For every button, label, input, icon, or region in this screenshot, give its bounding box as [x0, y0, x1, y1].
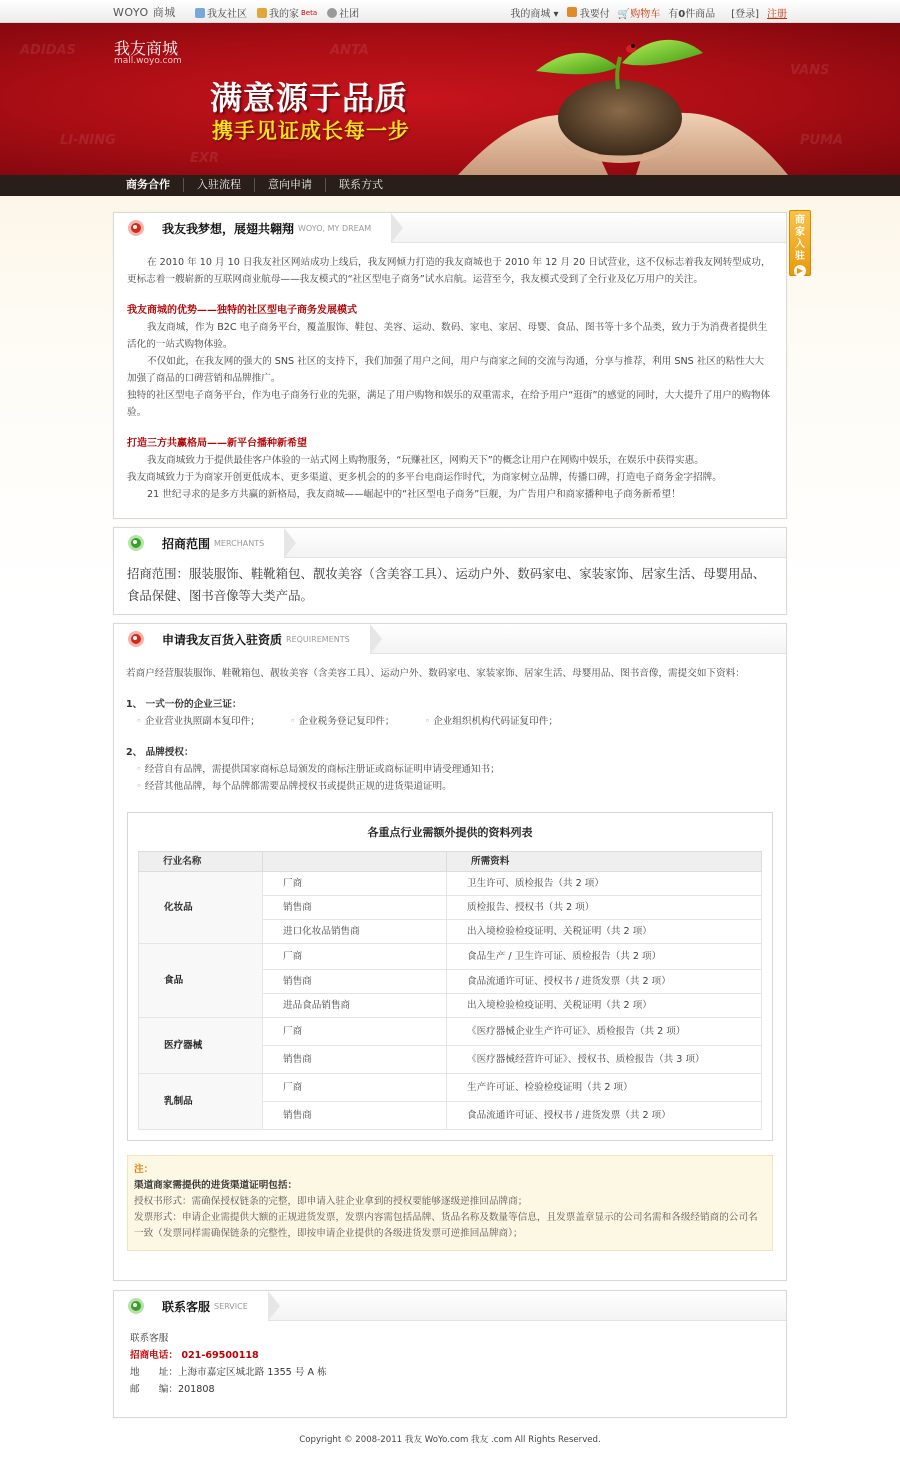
table-cell: 生产许可证、检验检疫证明（共 2 项）	[447, 1074, 762, 1102]
top-bar	[0, 0, 900, 23]
merchant-scope-text: 招商范围：服装服饰、鞋靴箱包、靓妆美容（含美容工具）、运动户外、数码家电、家装家饰、居家生活、母婴用品、食品保健、图书音像等大类产品。	[127, 566, 766, 603]
requirement-certificates	[126, 696, 774, 730]
table-cell: 出入境检验检疫证明、关税证明（共 2 项）	[447, 994, 762, 1018]
note-line-2: 发票形式：申请企业需提供大额的正规进货发票，发票内容需包括品牌、货品名称及数量等信息，且发票盖章显示的公司名需和各级经销商的公司名一致（发票同样需确保链条的完整性，即按申请企业提供的各级进货发票可逆推回品牌商）；	[134, 1212, 758, 1239]
nav-intent-application[interactable]: 意向申请	[254, 178, 325, 192]
woyo-logo-icon	[128, 631, 144, 647]
note-line-1: 授权书形式：需确保授权链条的完整，即申请入驻企业拿到的授权要能够逐级逆推回品牌商；	[134, 1196, 528, 1207]
table-cell: 食品流通许可证、授权书 / 进货发票（共 2 项）	[447, 970, 762, 994]
note-subheading: 渠道商家需提供的进货渠道证明包括：	[134, 1180, 298, 1191]
winwin-heading: 打造三方共赢格局——新平台播种新希望	[127, 438, 307, 449]
slogan-sub: 携手见证成长每一步	[212, 119, 410, 143]
contact-label: 联系客服	[130, 1333, 169, 1344]
business-phone: 招商电话： 021-69500118	[130, 1350, 259, 1361]
section-title: 联系客服	[162, 1299, 211, 1314]
panel-merchants	[113, 527, 787, 615]
table-cell: 《医疗器械企业生产许可证》、质检报告（共 2 项）	[447, 1018, 762, 1046]
table-category: 化妆品	[139, 872, 263, 944]
site-brand[interactable]: WOYO 商城	[113, 6, 176, 19]
winwin-paragraph-3: 21 世纪寻求的是多方共赢的新格局，我友商城——崛起中的“社区型电子商务”巨舰，为广告用户和商家播种电子商务新希望！	[147, 489, 681, 500]
arrow-right-icon: ▶	[794, 265, 806, 277]
section-subtitle: REQUIREMENTS	[286, 634, 350, 644]
panel-title-bar	[114, 1291, 786, 1321]
table-row	[139, 1074, 762, 1102]
club-icon	[327, 8, 337, 18]
hands-seedling-illustration	[458, 23, 788, 175]
requirement-heading-2: 2、 品牌授权：	[126, 747, 194, 758]
register-link[interactable]: 注册	[767, 9, 787, 20]
link-my-home[interactable]: 我的家 Beta	[257, 5, 317, 20]
community-links	[195, 5, 359, 20]
advantage-paragraph-3: 独特的社区型电子商务平台，作为电子商务行业的先驱，满足了用户购物和娱乐的双重需求，在给予用户“逛街”的感觉的同时，大大提升了用户的购物体验。	[127, 390, 771, 418]
advantage-paragraph-2: 不仅如此，在我友网的强大的 SNS 社区的支持下，我们加强了用户之间，用户与商家之间的交流与沟通，分享与推荐，利用 SNS 社区的粘性大大加强了商品的口碑营销和品牌推广。	[127, 356, 764, 384]
table-category: 乳制品	[139, 1074, 263, 1130]
section-title: 申请我友百货入驻资质	[162, 632, 283, 647]
dream-intro: 在 2010 年 10 月 10 日我友社区网站成功上线后，我友网倾力打造的我友商城也于 2010 年 12 月 20 日试营业，这不仅标志着我友网转型成功，更标志着一艘崭新的互联网商业航母——我友模式的“社区型电子商务”试水启航。运营至今，我友模式受到了全行业及亿万用户的关注。	[127, 257, 771, 285]
requirements-intro: 若商户经营服装服饰、鞋靴箱包、靓妆美容（含美容工具）、运动户外、数码家电、家装家饰、居家生活、母婴用品、图书音像，需提交如下资料：	[126, 668, 745, 679]
slogan-main: 满意源于品质	[210, 79, 409, 117]
table-cell: 进口化妆品销售商	[263, 920, 447, 944]
table-row	[139, 872, 762, 896]
pay-link[interactable]: 我要付	[567, 5, 610, 20]
table-cell: 卫生许可、质检报告（共 2 项）	[447, 872, 762, 896]
requirement-heading-1: 1、 一式一份的企业三证：	[126, 699, 242, 710]
nav-contact[interactable]: 联系方式	[325, 178, 396, 192]
list-item: ◦ 经营自有品牌，需提供国家商标总局颁发的商标注册证或商标证明申请受理通知书；	[126, 761, 774, 778]
home-icon	[257, 8, 267, 18]
main-nav	[0, 175, 900, 196]
login-link[interactable]: [登录]	[731, 9, 759, 20]
list-item: ◦ 企业组织机构代码证复印件；	[425, 713, 558, 730]
cart-count: 有0件商品	[668, 9, 716, 20]
note-heading: 注：	[134, 1164, 154, 1175]
table-cell: 销售商	[263, 970, 447, 994]
header-banner: ADIDAS LI-NING EXR ANTA VANS PUMA 我友商城 mall.woyo.com 满意源于品质 携手见证成长每一步	[0, 23, 900, 175]
woyo-logo-icon	[128, 535, 144, 551]
advantage-paragraph-1: 我友商城，作为 B2C 电子商务平台，覆盖服饰、鞋包、美容、运动、数码、家电、家居、母婴、食品、图书等十多个品类，致力于为消费者提供生活化的一站式购物体验。	[127, 322, 768, 350]
table-cell: 厂商	[263, 1074, 447, 1102]
list-item: ◦ 经营其他品牌，每个品牌都需要品牌授权书或提供正规的进货渠道证明。	[126, 778, 774, 795]
section-subtitle: SERVICE	[214, 1301, 248, 1311]
link-club[interactable]: 社团	[327, 5, 359, 20]
cart-icon: 🛒	[617, 9, 631, 20]
advantage-heading: 我友商城的优势——独特的社区型电子商务发展模式	[127, 305, 357, 316]
table-cell: 销售商	[263, 896, 447, 920]
table-category: 医疗器械	[139, 1018, 263, 1074]
table-cell: 《医疗器械经营许可证》、授权书、质检报告（共 3 项）	[447, 1046, 762, 1074]
table-cell: 销售商	[263, 1046, 447, 1074]
table-title: 各重点行业需额外提供的资料列表	[367, 826, 533, 839]
link-community[interactable]: 我友社区	[195, 5, 247, 20]
table-header-row	[139, 852, 762, 872]
table-cell: 进品食品销售商	[263, 994, 447, 1018]
table-cell: 厂商	[263, 944, 447, 970]
requirement-brand-auth	[126, 744, 774, 795]
contact-info	[114, 1321, 786, 1407]
table-cell: 食品流通许可证、授权书 / 进货发票（共 2 项）	[447, 1102, 762, 1130]
cart-link[interactable]: 🛒购物车	[617, 9, 661, 20]
site-logo-domain: mall.woyo.com	[114, 56, 182, 66]
merchant-join-sidetab[interactable]: 商家入驻 ▶	[789, 210, 811, 276]
section-title: 招商范围	[162, 536, 211, 551]
my-mall-menu[interactable]: 我的商城 ▾	[510, 9, 559, 20]
table-header: 行业名称	[139, 852, 263, 872]
copyright-footer: Copyright © 2008-2011 我友 WoYo.com 我友 .com All Rights Reserved.	[299, 1435, 601, 1445]
table-header: 所需资料	[447, 852, 762, 872]
table-header	[263, 852, 447, 872]
zip-code: 邮 编：201808	[130, 1384, 215, 1395]
panel-service	[113, 1290, 787, 1418]
table-row	[139, 1018, 762, 1046]
table-cell: 食品生产 / 卫生许可证、质检报告（共 2 项）	[447, 944, 762, 970]
woyo-logo-icon	[128, 220, 144, 236]
table-cell: 质检报告、授权书（共 2 项）	[447, 896, 762, 920]
panel-title-bar	[114, 528, 786, 558]
table-cell: 销售商	[263, 1102, 447, 1130]
industry-table-box	[127, 812, 773, 1141]
beta-badge: Beta	[301, 8, 318, 17]
community-icon	[195, 8, 205, 18]
site-logo[interactable]: 我友商城	[114, 39, 179, 58]
industry-requirements-table	[138, 851, 762, 1130]
nav-join-process[interactable]: 入驻流程	[183, 178, 254, 192]
note-box	[127, 1155, 773, 1251]
list-item: ◦ 企业营业执照副本复印件；	[136, 713, 260, 730]
woyo-logo-icon	[128, 1298, 144, 1314]
section-subtitle: MERCHANTS	[214, 538, 265, 548]
list-item: ◦ 企业税务登记复印件；	[290, 713, 395, 730]
panel-title-bar	[114, 213, 786, 243]
user-links	[510, 5, 787, 20]
address: 地 址：上海市嘉定区城北路 1355 号 A 栋	[130, 1367, 327, 1378]
pay-icon	[567, 7, 577, 17]
table-cell: 出入境检验检疫证明、关税证明（共 2 项）	[447, 920, 762, 944]
nav-business-cooperation[interactable]: 商务合作	[126, 178, 170, 191]
panel-dream	[113, 212, 787, 519]
panel-requirements	[113, 623, 787, 1281]
section-subtitle: WOYO, MY DREAM	[298, 223, 372, 233]
winwin-paragraph-2: 我友商城致力于为商家开创更低成本、更多渠道、更多机会的的多平台电商运作时代，为商家树立品牌，传播口碑，打造电子商务金字招牌。	[127, 472, 722, 483]
section-title: 我友我梦想，展翅共翱翔	[162, 221, 295, 236]
table-row	[139, 944, 762, 970]
table-cell: 厂商	[263, 1018, 447, 1046]
table-cell: 厂商	[263, 872, 447, 896]
winwin-paragraph-1: 我友商城致力于提供最佳客户体验的一站式网上购物服务，“玩赚社区，网购天下”的概念让用户在网购中娱乐，在娱乐中获得实惠。	[147, 455, 704, 466]
panel-title-bar	[114, 624, 786, 654]
table-category: 食品	[139, 944, 263, 1018]
chevron-down-icon: ▾	[553, 9, 559, 20]
